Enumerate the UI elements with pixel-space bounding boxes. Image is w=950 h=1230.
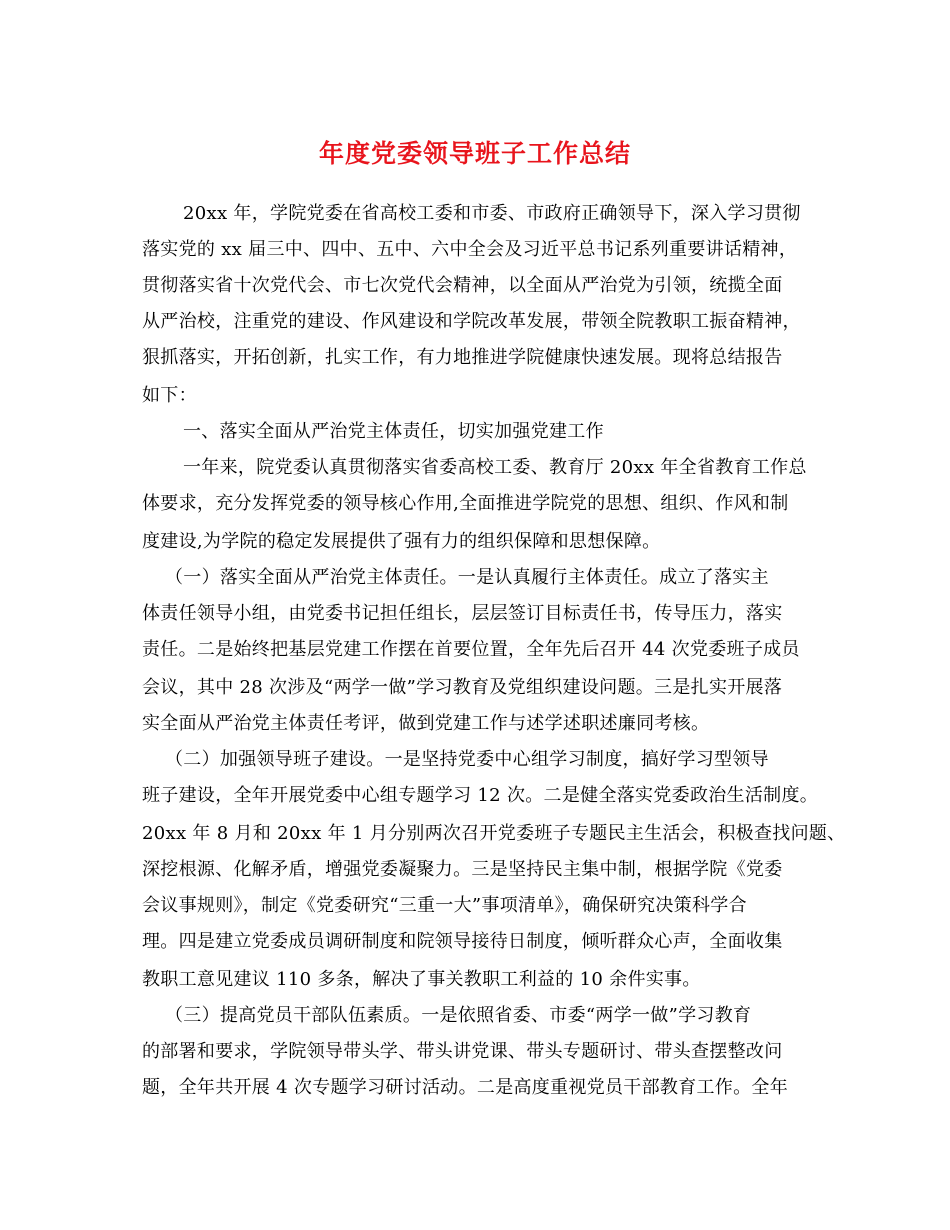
- paragraph-1-line-2: 落实党的 xx 届三中、四中、五中、六中全会及习近平总书记系列重要讲话精神，: [142, 239, 798, 260]
- paragraph-1-line-1: 20xx 年，学院党委在省高校工委和市委、市政府正确领导下，深入学习贯彻: [183, 203, 801, 224]
- paragraph-4-line-6: 理。四是建立党委成员调研制度和院领导接待日制度，倾听群众心声，全面收集: [142, 931, 783, 952]
- paragraph-3-line-3: 责任。二是始终把基层党建工作摆在首要位置，全年先后召开 44 次党委班子成员: [142, 639, 800, 660]
- paragraph-4-line-2: 班子建设，全年开展党委中心组专题学习 12 次。二是健全落实党委政治生活制度。: [142, 785, 819, 806]
- paragraph-2-line-3: 度建设,为学院的稳定发展提供了强有力的组织保障和思想保障。: [142, 531, 661, 552]
- paragraph-3-line-5: 实全面从严治党主体责任考评，做到党建工作与述学述职述廉同考核。: [142, 713, 710, 734]
- paragraph-5-line-3: 题，全年共开展 4 次专题学习研讨活动。二是高度重视党员干部教育工作。全年: [142, 1077, 788, 1098]
- paragraph-2-line-2: 体要求，充分发挥党委的领导核心作用,全面推进学院党的思想、组织、作风和制: [142, 493, 789, 514]
- paragraph-3-line-2: 体责任领导小组，由党委书记担任组长，层层签订目标责任书，传导压力，落实: [142, 603, 783, 624]
- paragraph-2-line-1: 一年来，院党委认真贯彻落实省委高校工委、教育厅 20xx 年全省教育工作总: [183, 457, 807, 478]
- paragraph-1-line-6: 如下：: [142, 385, 197, 406]
- paragraph-1-line-4: 从严治校，注重党的建设、作风建设和学院改革发展，带领全院教职工振奋精神，: [142, 311, 801, 332]
- paragraph-5-line-2: 的部署和要求，学院领导带头学、带头讲党课、带头专题研讨、带头查摆整改问: [142, 1041, 783, 1062]
- paragraph-4-line-1: （二）加强领导班子建设。一是坚持党委中心组学习制度，搞好学习型领导: [165, 749, 769, 770]
- paragraph-4-line-4: 深挖根源、化解矛盾，增强党委凝聚力。三是坚持民主集中制，根据学院《党委: [142, 859, 783, 880]
- paragraph-4-line-5: 会议事规则》，制定《党委研究“三重一大”事项清单》，确保研究决策科学合: [142, 895, 747, 916]
- paragraph-5-line-1: （三）提高党员干部队伍素质。一是依照省委、市委“两学一做”学习教育: [165, 1005, 752, 1026]
- paragraph-1-line-3: 贯彻落实省十次党代会、市七次党代会精神，以全面从严治党为引领，统揽全面: [142, 275, 783, 296]
- document-title: 年度党委领导班子工作总结: [318, 139, 631, 168]
- paragraph-3-line-1: （一）落实全面从严治党主体责任。一是认真履行主体责任。成立了落实主: [165, 567, 769, 588]
- paragraph-4-line-7: 教职工意见建议 110 多条，解决了事关教职工利益的 10 余件实事。: [142, 969, 701, 990]
- paragraph-1-line-5: 狠抓落实，开拓创新，扎实工作，有力地推进学院健康快速发展。现将总结报告: [142, 347, 783, 368]
- paragraph-4-line-3: 20xx 年 8 月和 20xx 年 1 月分别两次召开党委班子专题民主生活会，积极查找问题、: [142, 823, 846, 844]
- paragraph-3-line-4: 会议，其中 28 次涉及“两学一做”学习教育及党组织建设问题。三是扎实开展落: [142, 677, 783, 698]
- section-heading-1: 一、落实全面从严治党主体责任，切实加强党建工作: [183, 421, 604, 442]
